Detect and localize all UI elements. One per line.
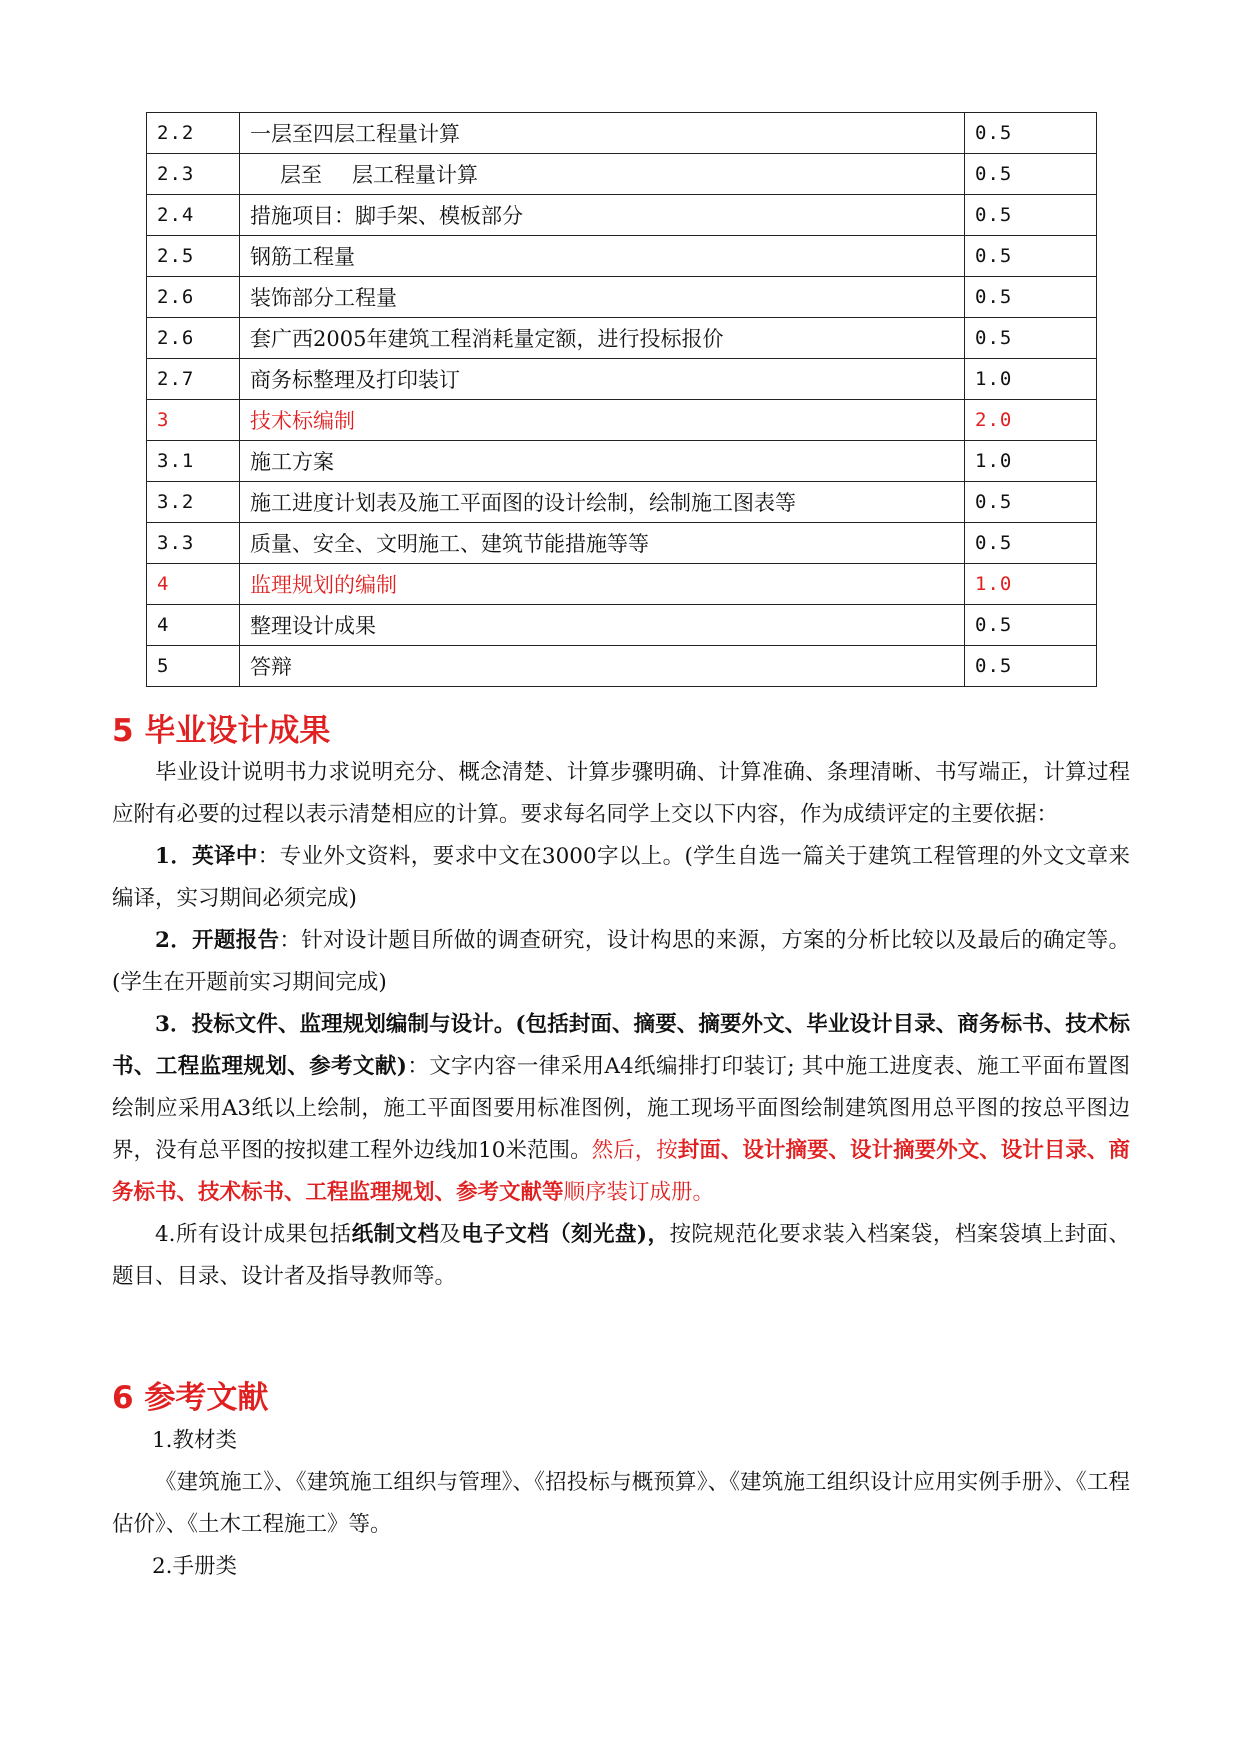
binding-order-tail: 顺序装订成册。 <box>563 1180 715 1205</box>
row-item: 措施项目：脚手架、模板部分 <box>240 195 965 236</box>
deliverable-3 <box>112 1004 1130 1214</box>
row-weight: 0.5 <box>965 482 1097 523</box>
table-row <box>147 400 1097 441</box>
row-number: 3.3 <box>147 523 240 564</box>
row-number: 2.4 <box>147 195 240 236</box>
deliverable-1 <box>112 836 1130 920</box>
deliverable-4-lead: 4.所有设计成果包括 <box>155 1222 352 1247</box>
table-row <box>147 564 1097 605</box>
binding-order-lead: 然后，按 <box>591 1138 678 1163</box>
row-weight: 1.0 <box>965 441 1097 482</box>
table-row <box>147 195 1097 236</box>
row-item: 施工方案 <box>240 441 965 482</box>
table-row <box>147 318 1097 359</box>
table-row <box>147 277 1097 318</box>
row-number: 5 <box>147 646 240 687</box>
references-textbooks-list: 《建筑施工》、《建筑施工组织与管理》、《招投标与概预算》、《建筑施工组织设计应用实例手册》、《工程估价》、《土木工程施工》等。 <box>112 1470 1130 1537</box>
row-item: 钢筋工程量 <box>240 236 965 277</box>
row-item: 质量、安全、文明施工、建筑节能措施等等 <box>240 523 965 564</box>
row-weight: 0.5 <box>965 646 1097 687</box>
row-number: 2.2 <box>147 113 240 154</box>
row-weight: 0.5 <box>965 195 1097 236</box>
deliverable-2 <box>112 920 1130 1004</box>
row-weight: 1.0 <box>965 564 1097 605</box>
row-number: 3.2 <box>147 482 240 523</box>
deliverable-4-electronic: 电子文档（刻光盘)， <box>461 1222 670 1247</box>
deliverable-3-title: 3．投标文件、监理规划编制与设计。(包括封面、摘要、摘要外文、毕业设计目录、商务标书、技术标书、工程监理规划、参考文献) <box>112 1012 1130 1079</box>
row-item: 商务标整理及打印装订 <box>240 359 965 400</box>
row-number: 2.7 <box>147 359 240 400</box>
deliverable-3-text: ：文字内容一律采用A4纸编排打印装订; 其中施工进度表、施工平面布置图绘制应采用A3纸以上绘制，施工平面图要用标准图例，施工现场平面图绘制建筑图用总平图的按总平图边界，没有总平图的按拟建工程外边线加10米范围。 <box>112 1054 1130 1163</box>
section-6-heading: 6 参考文献 <box>112 1380 269 1416</box>
row-item: 答辩 <box>240 646 965 687</box>
deliverable-4-paper: 纸制文档 <box>351 1222 440 1247</box>
table-row <box>147 441 1097 482</box>
row-number: 2.6 <box>147 318 240 359</box>
table-row <box>147 646 1097 687</box>
table-row <box>147 482 1097 523</box>
table-row <box>147 236 1097 277</box>
schedule-table <box>146 112 1097 687</box>
row-number: 4 <box>147 605 240 646</box>
row-item: 施工进度计划表及施工平面图的设计绘制，绘制施工图表等 <box>240 482 965 523</box>
table-row <box>147 154 1097 195</box>
row-number: 4 <box>147 564 240 605</box>
references-handbooks-heading: 2.手册类 <box>152 1554 238 1579</box>
row-item: 整理设计成果 <box>240 605 965 646</box>
row-number: 2.6 <box>147 277 240 318</box>
row-weight: 0.5 <box>965 154 1097 195</box>
references-textbooks-heading: 1.教材类 <box>152 1428 238 1453</box>
row-item: 套广西2005年建筑工程消耗量定额，进行投标报价 <box>240 318 965 359</box>
table-row <box>147 113 1097 154</box>
deliverable-2-title: 2．开题报告 <box>155 928 280 953</box>
row-weight: 0.5 <box>965 605 1097 646</box>
row-number: 2.3 <box>147 154 240 195</box>
deliverable-1-text: ：专业外文资料，要求中文在3000字以上。(学生自选一篇关于建筑工程管理的外文文章来编译，实习期间必须完成) <box>112 844 1131 911</box>
table-row <box>147 359 1097 400</box>
section-5-heading: 5 毕业设计成果 <box>112 713 331 749</box>
schedule-table-body <box>147 113 1097 687</box>
deliverable-4 <box>112 1214 1130 1298</box>
row-number: 3.1 <box>147 441 240 482</box>
row-item <box>240 154 965 195</box>
section-5-body <box>112 752 1130 1298</box>
row-number: 3 <box>147 400 240 441</box>
table-row <box>147 523 1097 564</box>
row-weight: 1.0 <box>965 359 1097 400</box>
deliverable-2-text: ：针对设计题目所做的调查研究，设计构思的来源，方案的分析比较以及最后的确定等。(学生在开题前实习期间完成) <box>112 928 1130 995</box>
row-weight: 0.5 <box>965 318 1097 359</box>
row-weight: 2.0 <box>965 400 1097 441</box>
row-item: 监理规划的编制 <box>240 564 965 605</box>
row-weight: 0.5 <box>965 523 1097 564</box>
row-weight: 0.5 <box>965 277 1097 318</box>
row-number: 2.5 <box>147 236 240 277</box>
row-item: 装饰部分工程量 <box>240 277 965 318</box>
deliverable-4-text: 按院规范化要求装入档案袋，档案袋填上封面、题目、目录、设计者及指导教师等。 <box>112 1222 1130 1289</box>
row-item: 一层至四层工程量计算 <box>240 113 965 154</box>
row-item-part: 层至 <box>280 163 322 187</box>
deliverable-4-and: 及 <box>439 1222 462 1247</box>
section-6-body <box>112 1420 1130 1588</box>
row-weight: 0.5 <box>965 236 1097 277</box>
row-item-part: 层工程量计算 <box>352 163 478 187</box>
binding-order-list: 封面、设计摘要、设计摘要外文、设计目录、商务标书、技术标书、工程监理规划、参考文献等 <box>112 1138 1130 1205</box>
row-weight: 0.5 <box>965 113 1097 154</box>
row-item: 技术标编制 <box>240 400 965 441</box>
table-row <box>147 605 1097 646</box>
section-5-intro: 毕业设计说明书力求说明充分、概念清楚、计算步骤明确、计算准确、条理清晰、书写端正，计算过程应附有必要的过程以表示清楚相应的计算。要求每名同学上交以下内容，作为成绩评定的主要依据： <box>112 760 1130 827</box>
deliverable-1-title: 1．英译中 <box>155 844 258 869</box>
